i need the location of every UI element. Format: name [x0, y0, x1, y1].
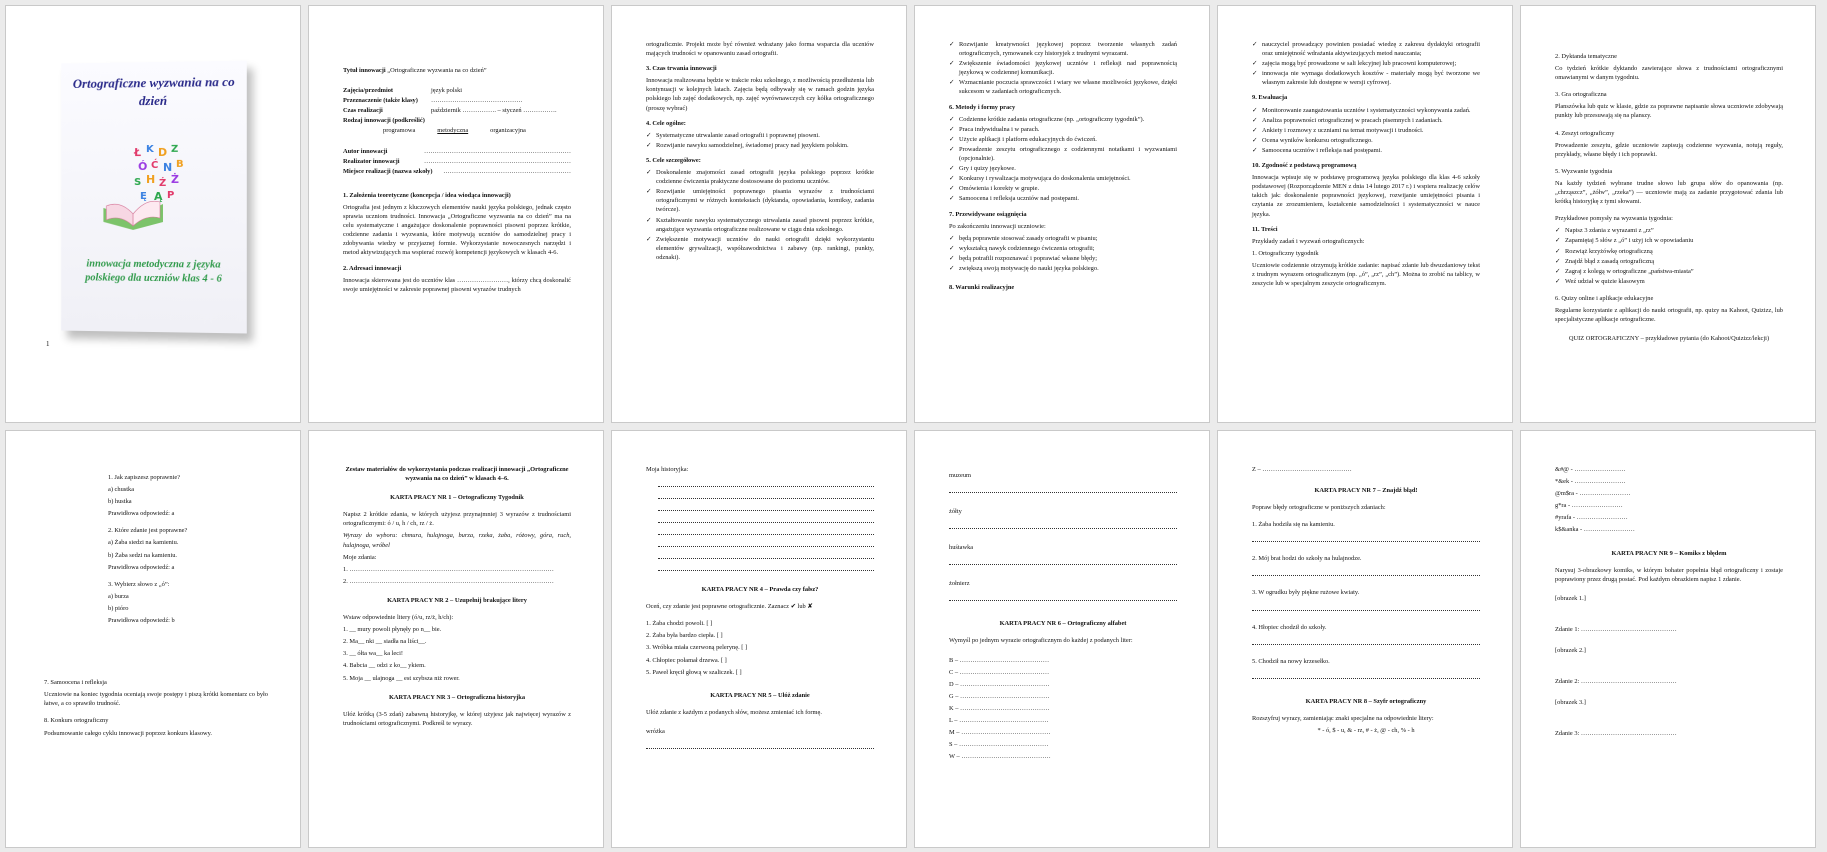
paragraph: ortograficznie. Projekt może być również wdrażany jako forma wsparcia dla uczniów mających trudności w opanowaniu zasad ortografii.: [646, 41, 874, 58]
page-4[interactable]: [914, 5, 1210, 423]
checklist-item: ✓ Prowadzenie zeszytu ortograficznego z codziennymi notatkami i wyzwaniami (opcjonalnie).: [949, 145, 1177, 163]
fill-item[interactable]: 5. Moja __ ulajnoga __ est szybsza niż rower.: [343, 674, 460, 682]
quiz-title: QUIZ ORTOGRAFICZNY – przykładowe pytania (do Kahoot/Quizizz/lekcji): [1568, 335, 1770, 343]
worksheet-instruction: Popraw błędy ortograficzne w poniższych zdaniach:: [1252, 504, 1386, 512]
svg-text:H: H: [146, 172, 156, 187]
comic-frame[interactable]: [obrazek 1.]: [1555, 594, 1586, 602]
page-7[interactable]: [5, 430, 301, 848]
item-heading: 6. Quizy online i aplikacje edukacyjne: [1555, 294, 1654, 302]
comic-frame[interactable]: [obrazek 3.]: [1555, 699, 1586, 707]
quiz-option: a) chustka: [108, 486, 135, 494]
checklist-item: ✓ Analiza poprawności ortograficznej w pracach pisemnych i zadaniach.: [1252, 116, 1480, 125]
paragraph: Ortografia jest jednym z kluczowych elementów nauki języka polskiego, jednak często sprawia uczniom trudności. Innowacja „Ortograficzne wyzwania na co dzień” ma na celu systematyczne i angażujące doskonalenie poprawności pisowni poprzez krótkie, codzienne zadania i wyzwania, które motywują uczniów do samodzielnej pracy i zdobywania wiedzy w przyjaznej formie. Wykorzystanie nowoczesnych narzędzi i metod aktywizujących ma wspierać rozwój kompetencji językowych w klasach 4-6.: [343, 203, 571, 257]
svg-text:B: B: [176, 158, 184, 170]
checklist-item: ✓ Ankiety i rozmowy z uczniami na temat motywacji i trudności.: [1252, 126, 1480, 135]
error-sentence: 2. Mój brat hodzi do szkoły na hulajnodze.: [1252, 555, 1362, 563]
colorful-letters-illustration: [130, 142, 190, 212]
paragraph: Regularne korzystanie z aplikacji do nauki ortografii, np. quizy na Kahoot, Quizizz, lub specjalistyczne aplikacje ortograficzne.: [1555, 306, 1783, 324]
fill-item[interactable]: 4. Babcia __ odzi z ko__ ykiem.: [343, 662, 426, 670]
cipher-word[interactable]: @m$ra - ……………………: [1555, 490, 1631, 498]
checklist-item: ✓ Zagraj z kolegą w ortograficzne „państwa-miasta”: [1555, 267, 1783, 276]
checklist-item: ✓ Zapamiętaj 5 słów z „ó” i użyj ich w opowiadaniu: [1555, 236, 1783, 245]
section-heading: 11. Treści: [1252, 225, 1278, 233]
answer-label: Moja historyjka:: [646, 466, 689, 473]
page-9[interactable]: [611, 430, 907, 848]
section-heading: 9. Ewaluacja: [1252, 94, 1288, 102]
quiz-option: a) burza: [108, 592, 129, 600]
answer-label: Moje zdania:: [343, 553, 377, 561]
alphabet-line[interactable]: C – ……………………………………: [949, 668, 1050, 676]
worksheet-instruction: Rozszyfruj wyrazy, zamieniając znaki specjalne na odpowiednie litery:: [1252, 714, 1434, 722]
error-sentence: 5. Chodził na nowy krzesełko.: [1252, 657, 1330, 665]
paragraph: Innowacja skierowana jest do uczniów klas ……………………, którzy chcą doskonalić swoje umiejętności w zakresie poprawnej pisowni wyrazów trudnych: [343, 276, 571, 293]
fill-item[interactable]: 2. Ma__ nki __ siadła na liści__.: [343, 638, 427, 646]
materials-title: Zestaw materiałów do wykorzystania podczas realizacji innowacji „Ortograficzne wyzwania na co dzień” w klasach 4–6.: [345, 466, 569, 483]
quiz-answer: Prawidłowa odpowiedź: b: [108, 617, 175, 625]
paragraph: 1. Ortograficzny tygodnik: [1252, 249, 1319, 257]
meta-row: Zajęcia/przedmiot język polski: [343, 87, 463, 95]
worksheet-title: KARTA PRACY NR 1 – Ortograficzny Tygodnik: [390, 494, 524, 502]
worksheet-title: KARTA PRACY NR 3 – Ortograficzna historyjka: [388, 693, 526, 701]
worksheet-title: KARTA PRACY NR 8 – Szyfr ortograficzny: [1305, 697, 1427, 705]
section-heading: 5. Cele szczegółowe:: [646, 156, 701, 164]
worksheet-instruction: Oceń, czy zdanie jest poprawne ortograficznie. Zaznacz ✔ lub ✘: [646, 603, 813, 611]
paragraph: Innowacja wpisuje się w podstawę programową języka polskiego dla klas 4-6 szkoły podstawowej (Rozporządzenie MEN z dnia 14 lutego 2017 r.) i wspiera realizację celów takich jak: doskonalenie poprawności językowej, rozwijanie umiejętności pisania i czytania ze zrozumieniem, kształcenie samodzielności i systematyczności w nauce języka.: [1252, 174, 1480, 218]
answer-line[interactable]: [1252, 566, 1480, 576]
quiz-answer: Prawidłowa odpowiedź: a: [108, 510, 175, 518]
checklist-item: ✓ Weź udział w quizie klasowym: [1555, 277, 1783, 286]
alphabet-line[interactable]: K – ……………………………………: [949, 704, 1050, 712]
checklist-item: ✓ Systematyczne utrwalanie zasad ortografii i poprawnej pisowni.: [646, 131, 874, 140]
cipher-word[interactable]: &#@ - ……………………: [1555, 466, 1626, 473]
answer-line[interactable]: 2. ……………………………………………………………………………………: [343, 577, 554, 585]
innovation-types: programowa metodyczna organizacyjna: [383, 127, 526, 135]
meta-row: Czas realizacji październik ……………. – styczeń …………….: [343, 107, 557, 115]
worksheet-title: KARTA PRACY NR 4 – Prawda czy fałsz?: [701, 586, 819, 594]
fill-item[interactable]: 1. __ mury powoli płynęły po n__ bie.: [343, 626, 442, 634]
checklist-item: ✓ innowacja nie wymaga dodatkowych kosztów - materiały mogą być tworzone we własnym zakresie lub dostępne w wersji cyfrowej.: [1252, 69, 1480, 87]
meta-row: Realizator innowacji ……………………………………………………………: [343, 157, 571, 165]
answer-line[interactable]: [949, 483, 1177, 493]
page-2[interactable]: [308, 5, 604, 423]
checklist-item: ✓ Rozwiąż krzyżówkę ortograficzną: [1555, 247, 1783, 256]
word-prompt: muzeum: [949, 472, 972, 479]
svg-text:Ę: Ę: [140, 190, 147, 203]
checklist-item: ✓ Zwiększenie motywacji uczniów do nauki ortografii dzięki wykorzystaniu elementów grywalizacji, współzawodnictwa i zabawy (np. rankingi, punkty, odznaki).: [646, 235, 874, 262]
answer-line[interactable]: 1. ……………………………………………………………………………………: [343, 565, 554, 573]
comic-sentence[interactable]: Zdanie 2: ………………………………………: [1555, 678, 1677, 686]
true-false-item[interactable]: 4. Chłopiec połamał drzewa. [ ]: [646, 656, 727, 664]
answer-line[interactable]: [658, 489, 874, 499]
alphabet-line[interactable]: G – ……………………………………: [949, 692, 1050, 700]
alphabet-line[interactable]: S – ……………………………………: [949, 741, 1049, 749]
true-false-item[interactable]: 2. Żaba była bardzo ciepła. [ ]: [646, 632, 723, 640]
item-heading: 4. Zeszyt ortograficzny: [1555, 129, 1615, 137]
cover-subtitle: innowacja metodyczna z języka polskiego dla uczniów klas 4 - 6: [85, 258, 222, 285]
svg-text:N: N: [162, 160, 173, 174]
item-heading: 8. Konkurs ortograficzny: [44, 717, 109, 725]
word-bank: Wyrazy do wyboru: chmura, hulajnoga, burza, rzeka, żaba, różowy, góra, ruch, hulajnoga, wróbel: [343, 532, 571, 549]
cipher-word[interactable]: k$&anka - ……………………: [1555, 526, 1635, 534]
error-sentence: 3. W ogrudku były piękne rużowe kwiaty.: [1252, 589, 1360, 597]
cipher-key: * - ó, $ - u, & - rz, # - ż, @ - ch, % - h: [1317, 726, 1415, 734]
section-heading: 1. Założenia teoretyczne (koncepcja / idea wiodąca innowacji): [343, 191, 511, 199]
answer-line[interactable]: [949, 591, 1177, 601]
answer-line[interactable]: [658, 525, 874, 535]
worksheet-title: KARTA PRACY NR 5 – Ułóż zdanie: [710, 691, 810, 699]
cover-card: [61, 61, 247, 334]
answer-line[interactable]: [1252, 601, 1480, 611]
answer-line[interactable]: [658, 477, 874, 487]
section-heading: 4. Cele ogólne:: [646, 119, 686, 127]
answer-line[interactable]: [949, 555, 1177, 565]
svg-text:Z: Z: [170, 143, 179, 155]
checklist-item: ✓ Praca indywidualna i w parach.: [949, 125, 1177, 134]
worksheet-instruction: Wstaw odpowiednie litery (ó/u, rz/ż, h/ch):: [343, 614, 454, 622]
comic-frame[interactable]: [obrazek 2.]: [1555, 647, 1586, 655]
innovation-title-line: Tytuł innowacji „Ortograficzne wyzwania na co dzień”: [343, 67, 487, 74]
quiz-option: a) Żaba siedzi na kamieniu.: [108, 539, 179, 547]
page-8[interactable]: [308, 430, 604, 848]
section-heading: 3. Czas trwania innowacji: [646, 65, 717, 73]
checklist-item: ✓ Zwiększenie świadomości językowej uczniów i refleksji nad poprawnością językową w codziennej komunikacji.: [949, 59, 1177, 77]
section-heading: 2. Adresaci innowacji: [343, 264, 402, 272]
word-prompt: wróżka: [646, 727, 665, 735]
answer-line[interactable]: [658, 537, 874, 547]
word-prompt: żółty: [949, 508, 962, 516]
paragraph: Przykłady zadań i wyzwań ortograficznych:: [1252, 237, 1365, 245]
page-12[interactable]: [1520, 430, 1816, 848]
svg-text:Ł: Ł: [134, 146, 142, 160]
answer-line[interactable]: [646, 739, 874, 749]
answer-line[interactable]: [658, 561, 874, 571]
section-heading: 8. Warunki realizacyjne: [949, 284, 1015, 292]
checklist-item: ✓ Gry i quizy językowe.: [949, 164, 1177, 173]
cover-title: Ortograficzne wyzwania na co dzień: [72, 73, 235, 108]
page-11[interactable]: [1217, 430, 1513, 848]
paragraph: Planszówka lub quiz w klasie, gdzie za poprawne napisanie słowa uczniowie zdobywają punkty lub przesuwają się na planszy.: [1555, 103, 1783, 120]
section-heading: 7. Przewidywane osiągnięcia: [949, 210, 1027, 218]
checklist-item: ✓ Samoocena uczniów i refleksja nad postępami.: [1252, 146, 1480, 155]
worksheet-title: KARTA PRACY NR 7 – Znajdź błąd!: [1314, 487, 1418, 495]
svg-text:Ż: Ż: [170, 172, 179, 186]
fill-item[interactable]: 3. __ ółta wa__ ka leci!: [343, 650, 403, 658]
svg-text:K: K: [146, 143, 154, 156]
page-5[interactable]: [1217, 5, 1513, 423]
meta-row: Rodzaj innowacji (podkreślić): [343, 117, 425, 125]
quiz-answer: Prawidłowa odpowiedź: a: [108, 563, 175, 571]
quiz-question: 2. Które zdanie jest poprawne?: [108, 527, 188, 535]
item-heading: 7. Samoocena i refleksja: [44, 679, 107, 687]
section-heading: 6. Metody i formy pracy: [949, 103, 1016, 111]
meta-row: Miejsce realizacji (nazwa szkoły) ……………………………………………………: [343, 167, 571, 175]
paragraph: Podsumowanie całego cyklu innowacji poprzez konkurs klasowy.: [44, 729, 213, 737]
paragraph: Po zakończeniu innowacji uczniowie:: [949, 222, 1046, 230]
quiz-option: b) pióro: [108, 604, 129, 612]
cipher-word[interactable]: g*ra - ……………………: [1555, 502, 1623, 510]
alphabet-line[interactable]: W – ……………………………………: [949, 753, 1051, 761]
answer-line[interactable]: [1252, 532, 1480, 542]
item-heading: 2. Dyktanda tematyczne: [1555, 53, 1617, 60]
true-false-item[interactable]: 1. Żaba chodzi powoli. [ ]: [646, 620, 713, 628]
checklist-item: ✓ Ocena wyników konkursu ortograficznego.: [1252, 136, 1480, 145]
checklist-item: ✓ Doskonalenie znajomości zasad ortografii języka polskiego poprzez krótkie codzienne ćwiczenia praktyczne dostosowane do poziomu uczniów.: [646, 168, 874, 186]
list-title: Przykładowe pomysły na wyzwania tygodnia:: [1555, 215, 1673, 223]
answer-line[interactable]: [1252, 635, 1480, 645]
page-6[interactable]: [1520, 5, 1816, 423]
page-10[interactable]: [914, 430, 1210, 848]
checklist-item: ✓ zwiększą swoją motywację do nauki języka polskiego.: [949, 264, 1177, 273]
checklist-item: ✓ Codzienne krótkie zadania ortograficzne (np. „ortograficzny tygodnik”).: [949, 115, 1177, 124]
alphabet-line[interactable]: L – ……………………………………: [949, 717, 1049, 725]
svg-text:D: D: [157, 145, 168, 159]
alphabet-line[interactable]: M – ……………………………………: [949, 729, 1051, 737]
answer-line[interactable]: [949, 519, 1177, 529]
alphabet-line[interactable]: B – ……………………………………: [949, 656, 1050, 664]
svg-text:Ó: Ó: [138, 159, 148, 174]
worksheet-title: KARTA PRACY NR 2 – Uzupełnij brakujące litery: [387, 596, 527, 604]
paragraph: Na każdy tydzień wybrane trudne słowo lub grupa słów do opanowania (np. „chrząszcz”, „żółw”, „rzeka”) — uczniowie mają za zadanie przygotować zdania lub krótką historyjkę z tymi słowami.: [1555, 179, 1783, 206]
checklist-item: ✓ Napisz 3 zdania z wyrazami z „rz”: [1555, 226, 1783, 235]
svg-text:Ź: Ź: [158, 177, 167, 190]
worksheet-title: KARTA PRACY NR 9 – Komiks z błędem: [1611, 549, 1727, 557]
checklist-item: ✓ Znajdź błąd z zasadą ortograficzną: [1555, 257, 1783, 266]
true-false-item[interactable]: 3. Wróbka miała czerwoną pelerynę. [ ]: [646, 644, 748, 652]
comic-sentence[interactable]: Zdanie 3: ………………………………………: [1555, 730, 1677, 738]
word-prompt: huśtawka: [949, 544, 974, 552]
true-false-item[interactable]: 5. Paweł kręcił głową w szaliczek. [ ]: [646, 668, 742, 676]
checklist-item: ✓ Użycie aplikacji i platform edukacyjnych do ćwiczeń.: [949, 135, 1177, 144]
answer-line[interactable]: [658, 549, 874, 559]
checklist-item: ✓ nauczyciel prowadzący powinien posiadać wiedzę z zakresu dydaktyki ortografii oraz umiejętność wdrażania aktywizujących metod nauczania;: [1252, 40, 1480, 58]
quiz-option: b) Żaba sedzi na kamieniu.: [108, 551, 178, 559]
page-1-cover[interactable]: [5, 5, 301, 423]
checklist-item: ✓ Rozwijanie nawyku samodzielnej, świadomej pracy nad językiem polskim.: [646, 141, 874, 150]
checklist-item: ✓ Wzmacnianie poczucia sprawczości i wiary we własne możliwości językowe, dzięki sukcesom w zadaniach ortograficznych.: [949, 78, 1177, 96]
checklist-item: ✓ Rozwijanie kreatywności językowej poprzez tworzenie własnych zadań ortograficznych, rymowanek czy historyjek z trudnymi wyrazami.: [949, 40, 1177, 58]
quiz-question: 3. Wybierz słowo z „ó”:: [108, 580, 170, 588]
checklist-item: ✓ będą potrafili rozpoznawać i poprawiać własne błędy;: [949, 254, 1177, 263]
paragraph: Uczniowie na koniec tygodnia oceniają swoje postępy i piszą krótki komentarz co było łatwe, a co sprawiło trudność.: [44, 691, 268, 708]
cipher-word[interactable]: #yrafa - ……………………: [1555, 514, 1628, 522]
svg-text:S: S: [134, 176, 142, 189]
page-number: 1: [46, 340, 50, 348]
checklist-item: ✓ zajęcia mogą być prowadzone w sali lekcyjnej lub pracowni komputerowej;: [1252, 59, 1480, 68]
paragraph: Prowadzenie zeszytu, gdzie uczniowie zapisują codzienne wyzwania, notują reguły, przykłady, własne błędy i ich poprawki.: [1555, 141, 1783, 158]
quiz-question: 1. Jak zapiszesz poprawnie?: [108, 474, 181, 481]
paragraph: Innowacja realizowana będzie w trakcie roku szkolnego, z możliwością przedłużenia lub kontynuacji w kolejnych latach. Zajęcia będą odbywały się w ramach godzin języka polskiego lub zajęć dodatkowych, np. zajęć wyrównawczych czy kółka ortograficznego (proszę wybrać): [646, 77, 874, 112]
error-sentence: 1. Żaba hodziła się na kamieniu.: [1252, 521, 1335, 529]
cipher-word[interactable]: *&ek - ……………………: [1555, 478, 1626, 486]
paragraph: Uczniowie codziennie otrzymują krótkie zadanie: napisać zdanie lub dwuzdaniowy tekst z trudnym wyrazem ortograficznym (np. „ó”, „rz”, „ch”). Można to zrobić na tablicy, w zeszycie lub w specjalnym zeszycie ortograficznym.: [1252, 261, 1480, 288]
worksheet-instruction: Napisz 2 krótkie zdania, w których użyjesz przynajmniej 3 wyrazów z trudnościami ortograficznymi: ó / u, h / ch, rz / ż.: [343, 511, 571, 528]
checklist-item: ✓ będą poprawnie stosować zasady ortografii w pisaniu;: [949, 234, 1177, 243]
checklist-item: ✓ Konkursy i rywalizacja motywująca do doskonalenia umiejętności.: [949, 174, 1177, 183]
alphabet-line[interactable]: D – ……………………………………: [949, 680, 1050, 688]
answer-line[interactable]: [1252, 669, 1480, 679]
item-heading: 5. Wyzwanie tygodnia: [1555, 167, 1613, 175]
worksheet-instruction: Wymyśl po jednym wyrazie ortograficznym do każdej z podanych liter:: [949, 637, 1133, 645]
quiz-option: b) hustka: [108, 498, 132, 506]
worksheet-instruction: Narysuj 3-obrazkowy komiks, w którym bohater popełnia błąd ortograficzny i zostaje poprawiony przez drugą postać. Pod każdym obrazkiem napisz 1 zdanie.: [1555, 566, 1783, 583]
paragraph: Co tydzień krótkie dyktando zawierające słowa z trudnościami ortograficznymi omawianymi w danym tygodniu.: [1555, 65, 1783, 82]
svg-text:P: P: [166, 189, 175, 202]
word-prompt: żołnierz: [949, 580, 970, 588]
worksheet-title: KARTA PRACY NR 6 – Ortograficzny alfabet: [999, 620, 1127, 628]
worksheet-instruction: Ułóż zdanie z każdym z podanych słów, możesz zmieniać ich formę.: [646, 708, 822, 716]
answer-line[interactable]: [658, 501, 874, 511]
checklist-item: ✓ Rozwijanie umiejętności poprawnego pisania wyrazów z trudnościami ortograficznymi w różnych kontekstach (dyktanda, opowiadania, komiksy, zadania twórcze).: [646, 187, 874, 214]
answer-line[interactable]: [658, 513, 874, 523]
error-sentence: 4. Hłopiec chodził do szkoły.: [1252, 623, 1327, 631]
svg-text:Ć: Ć: [151, 159, 159, 172]
worksheet-instruction: Ułóż krótką (3-5 zdań) zabawną historyjkę, w której użyjesz jak najwięcej wyrazów z trudnościami ortograficznymi. Podkreśl te wyrazy.: [343, 710, 571, 727]
checklist-item: ✓ Samoocena i refleksja uczniów nad postępami.: [949, 194, 1177, 203]
meta-row: Przeznaczenie (także klasy) …………………………………….: [343, 97, 523, 105]
alphabet-line[interactable]: Z – ……………………………………: [1252, 466, 1352, 473]
svg-text:Ą: Ą: [153, 189, 163, 204]
page-3[interactable]: [611, 5, 907, 423]
section-heading: 10. Zgodność z podstawą programową: [1252, 162, 1357, 170]
meta-row: Autor innowacji ……………………………………………………………: [343, 147, 571, 155]
checklist-item: ✓ Kształtowanie nawyku systematycznego utrwalania zasad pisowni poprzez krótkie, angażujące wyzwania ortograficzne realizowane w ciągu dnia szkolnego.: [646, 216, 874, 234]
item-heading: 3. Gra ortograficzna: [1555, 91, 1607, 99]
comic-sentence[interactable]: Zdanie 1: ………………………………………: [1555, 625, 1677, 633]
checklist-item: ✓ Monitorowanie zaangażowania uczniów i systematyczności wykonywania zadań.: [1252, 106, 1480, 115]
checklist-item: ✓ Omówienia i korekty w grupie.: [949, 184, 1177, 193]
checklist-item: ✓ wykształcą nawyk codziennego ćwiczenia ortografii;: [949, 244, 1177, 253]
